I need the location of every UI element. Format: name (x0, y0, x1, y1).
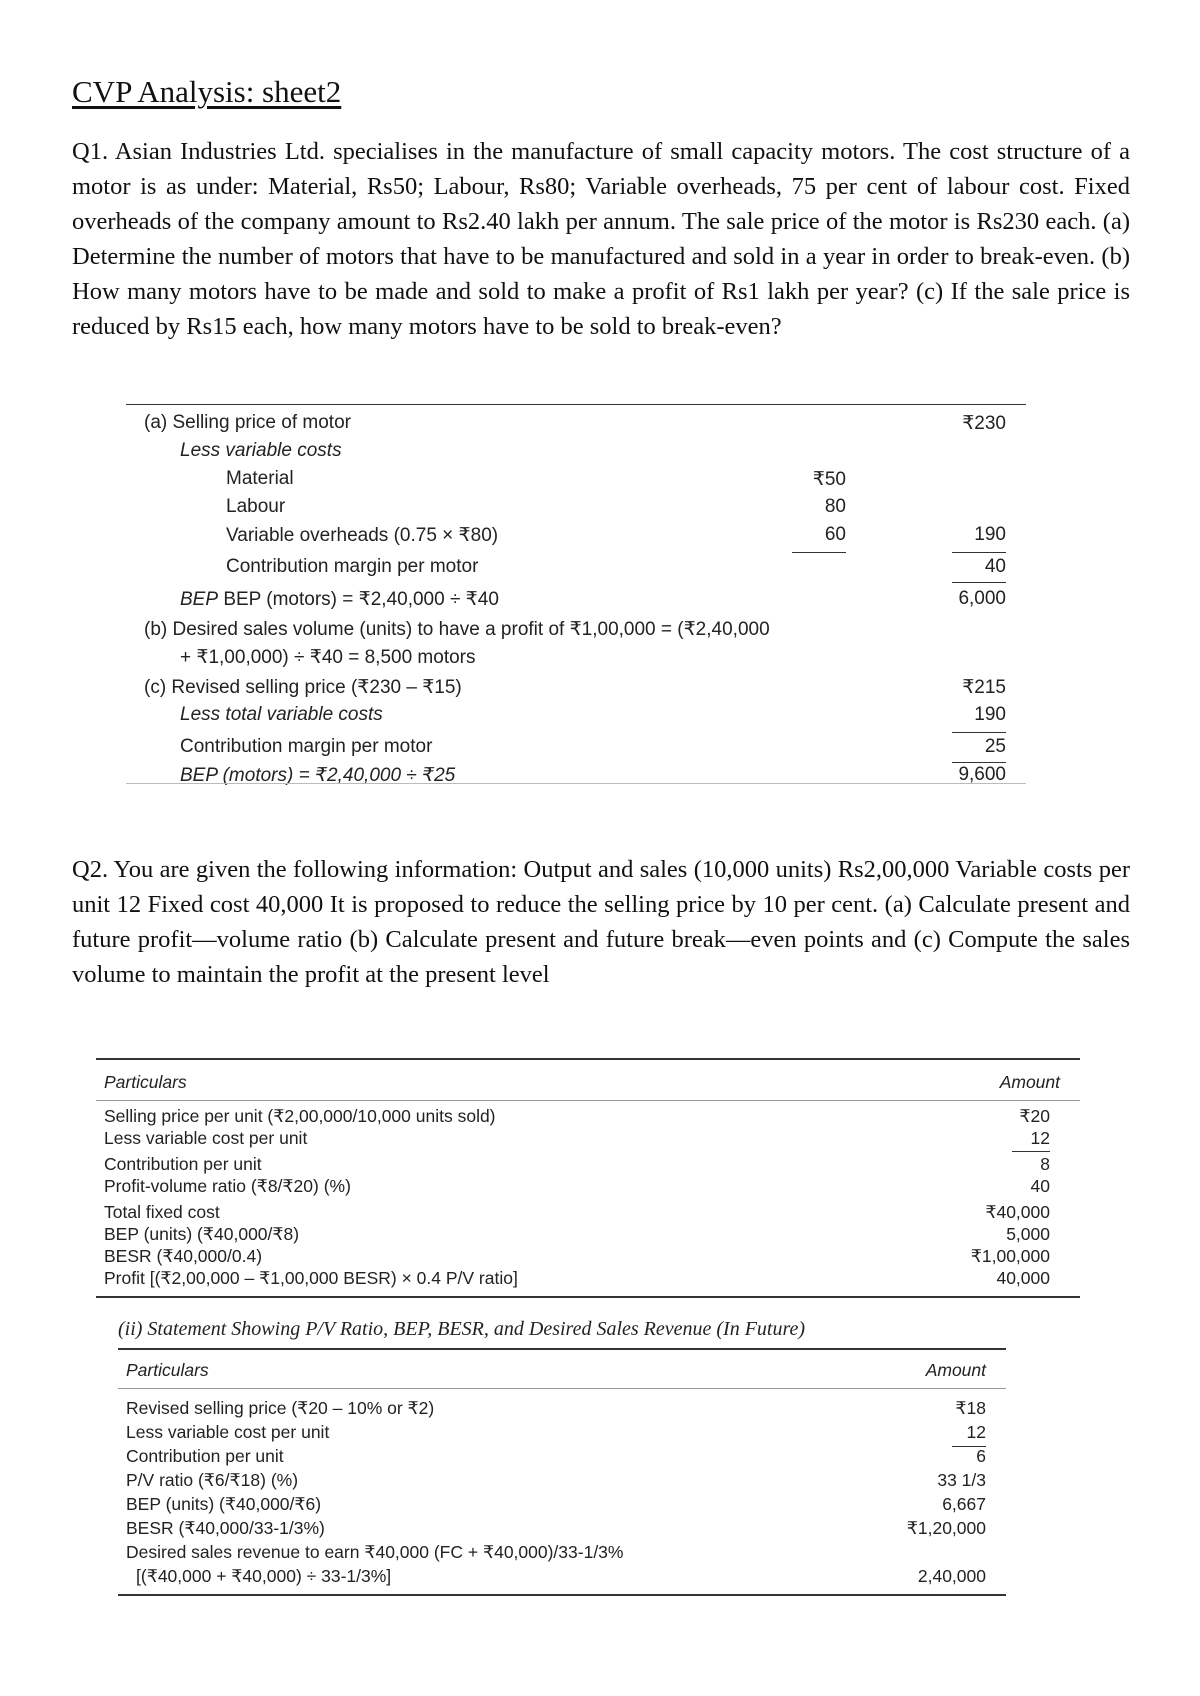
table-row-label: Profit-volume ratio (₹8/₹20) (%) (104, 1176, 351, 1196)
table-row-label: Profit [(₹2,00,000 – ₹1,00,000 BESR) × 0.4 P/V ratio] (104, 1268, 518, 1288)
subtotal-rule (792, 552, 846, 553)
question-2-text: Q2. You are given the following information: Output and sales (10,000 units) Rs2,00,000 Variable costs per unit 12 Fixed cost 40,000 It is proposed to reduce the selling price by 10 per cent. (a) Calculate present and future profit—volume ratio (b) Calculate present and future break—even points and (c) Compute the sales volume to maintain the profit at the present level (72, 856, 1130, 988)
table-row-label: Revised selling price (₹20 – 10% or ₹2) (126, 1398, 435, 1418)
less-total-variable-label: Less total variable costs (180, 704, 383, 725)
subtotal-rule (952, 582, 1006, 583)
bep-formula: BEP (motors) = ₹2,40,000 ÷ ₹40 (223, 589, 499, 610)
table-row-amount: 6,667 (942, 1494, 986, 1514)
table-row-amount: ₹20 (1019, 1106, 1050, 1126)
material-label: Material (226, 468, 294, 489)
table-bottom-rule (118, 1594, 1006, 1596)
table-row-label: BESR (₹40,000/0.4) (104, 1246, 263, 1266)
header-particulars: Particulars (126, 1360, 209, 1380)
selling-price-value: ₹230 (962, 413, 1006, 434)
revised-price-label: (c) Revised selling price (₹230 – ₹15) (144, 677, 462, 698)
header-amount: Amount (925, 1360, 986, 1380)
table-row-label: Total fixed cost (104, 1202, 220, 1222)
contribution-label: Contribution margin per motor (226, 556, 479, 577)
revised-bep-label: BEP (motors) = ₹2,40,000 ÷ ₹25 (180, 765, 456, 786)
table-row-label: Contribution per unit (126, 1446, 284, 1466)
table-row-amount: 12 (1030, 1128, 1050, 1148)
less-total-variable-value: 190 (974, 704, 1006, 725)
revised-contribution-label: Contribution margin per motor (180, 736, 433, 757)
table-bottom-rule (126, 783, 1026, 784)
table-row-amount: 40 (1030, 1176, 1050, 1196)
bep-value: 6,000 (958, 588, 1006, 609)
table-top-rule (118, 1348, 1006, 1350)
table-row-label: Selling price per unit (₹2,00,000/10,000 units sold) (104, 1106, 496, 1126)
variable-overheads-value: 60 (824, 524, 846, 545)
header-rule (118, 1388, 1006, 1389)
subtotal-rule (952, 762, 1006, 763)
table-row-label: Less variable cost per unit (104, 1128, 308, 1148)
page-title: CVP Analysis: sheet2 (72, 74, 342, 109)
q1-solution-table (126, 404, 1026, 784)
header-amount: Amount (999, 1072, 1060, 1092)
revised-bep-value: 9,600 (958, 764, 1006, 785)
future-analysis-table (118, 1348, 1006, 1596)
less-variable-label: Less variable costs (180, 440, 342, 461)
part-b-line-2: + ₹1,00,000) ÷ ₹40 = 8,500 motors (180, 647, 476, 668)
table-row-label: BEP (units) (₹40,000/₹6) (126, 1494, 322, 1514)
table-row-label: P/V ratio (₹6/₹18) (%) (126, 1470, 299, 1490)
part-b-line-1: (b) Desired sales volume (units) to have a profit of ₹1,00,000 = (₹2,40,000 (144, 619, 770, 640)
table-top-rule (96, 1058, 1080, 1060)
table-top-rule (126, 404, 1026, 405)
table-row-amount: 33 1/3 (937, 1470, 986, 1490)
table-row-amount: ₹18 (955, 1398, 986, 1418)
table-row-amount: ₹40,000 (985, 1202, 1050, 1222)
table-row-label: Less variable cost per unit (126, 1422, 330, 1442)
table-row-label: Contribution per unit (104, 1154, 262, 1174)
question-1-text: Q1. Asian Industries Ltd. specialises in the manufacture of small capacity motors. The cost structure of a motor is as under: Material, Rs50; Labour, Rs80; Variable overheads, 75 per cent of labour cost. Fixed overheads of the company amount to Rs2.40 lakh per annum. The sale price of the motor is Rs230 each. (a) Determine the number of motors that have to be manufactured and sold in a year in order to break-even. (b) How many motors have to be made and sold to make a profit of Rs1 lakh per year? (c) If the sale price is reduced by Rs15 each, how many motors have to be sold to break-even? (72, 138, 1130, 340)
table-row-amount: 6 (976, 1446, 986, 1466)
table-row-amount: 40,000 (996, 1268, 1050, 1288)
present-analysis-table (96, 1058, 1080, 1298)
variable-total-value: 190 (974, 524, 1006, 545)
future-table-title: (ii) Statement Showing P/V Ratio, BEP, BESR, and Desired Sales Revenue (In Future) (118, 1318, 806, 1340)
labour-label: Labour (226, 496, 286, 517)
revised-contribution-value: 25 (984, 736, 1006, 757)
table-row-amount: 12 (966, 1422, 986, 1442)
selling-price-label: (a) Selling price of motor (144, 412, 351, 433)
table-row-amount: ₹1,00,000 (970, 1246, 1050, 1266)
table-row-amount: 5,000 (1006, 1224, 1050, 1244)
table-row-label: Desired sales revenue to earn ₹40,000 (FC + ₹40,000)/33-1/3% (126, 1542, 624, 1562)
labour-value: 80 (824, 496, 846, 517)
table-row-amount: ₹1,20,000 (906, 1518, 986, 1538)
header-rule (96, 1100, 1080, 1101)
table-row-label: [(₹40,000 + ₹40,000) ÷ 33-1/3%] (136, 1566, 392, 1586)
subtotal-rule (1012, 1151, 1050, 1152)
table-row-label: BEP (units) (₹40,000/₹8) (104, 1224, 300, 1244)
contribution-value: 40 (984, 556, 1006, 577)
table-row-label: BESR (₹40,000/33-1/3%) (126, 1518, 325, 1538)
header-particulars: Particulars (104, 1072, 187, 1092)
bep-label: BEP BEP (motors) = ₹2,40,000 ÷ ₹40 (180, 589, 499, 610)
table-row-amount: 2,40,000 (917, 1566, 986, 1586)
variable-overheads-label: Variable overheads (0.75 × ₹80) (226, 525, 499, 546)
subtotal-rule (952, 732, 1006, 733)
subtotal-rule (952, 552, 1006, 553)
table-row-amount: 8 (1040, 1154, 1050, 1174)
material-value: ₹50 (812, 469, 846, 490)
table-bottom-rule (96, 1296, 1080, 1298)
revised-price-value: ₹215 (962, 677, 1006, 698)
